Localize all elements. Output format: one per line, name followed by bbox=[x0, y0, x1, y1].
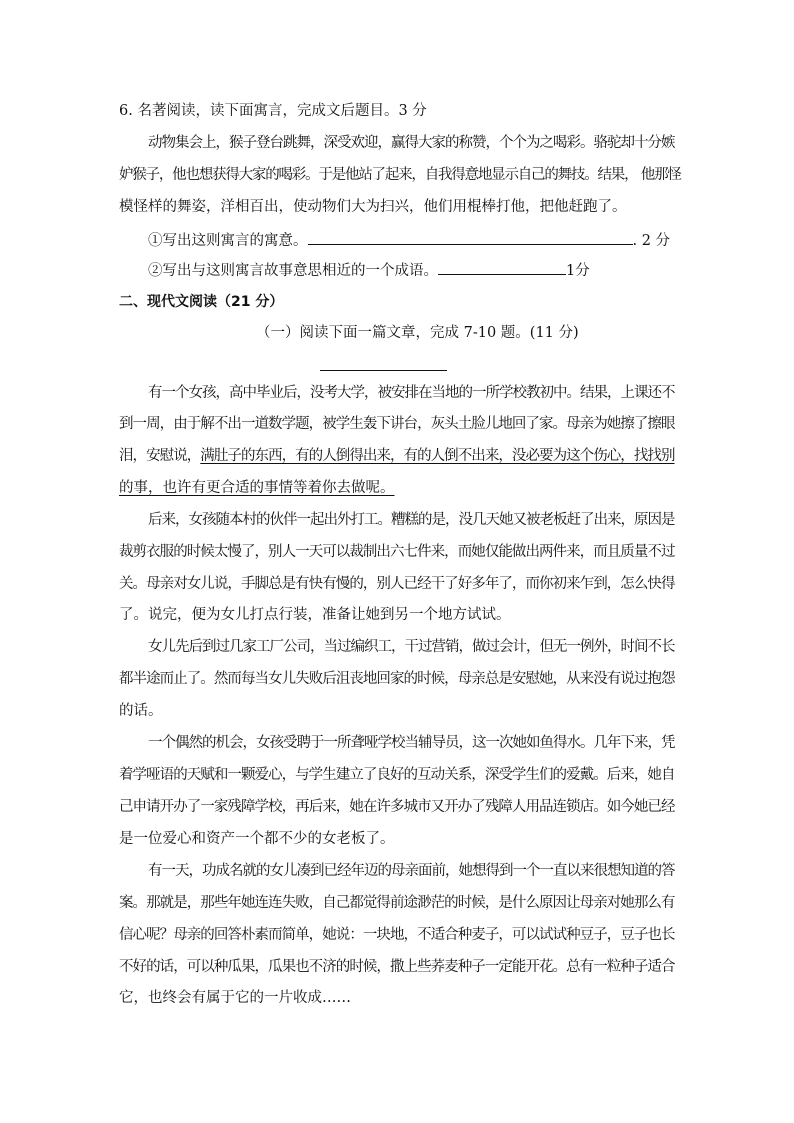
article-p4-line-1: 一个偶然的机会，女孩受聘于一所聋哑学校当辅导员，这一次她如鱼得水。几年下来，凭 bbox=[148, 735, 675, 751]
article-p2-line-2: 裁剪衣服的时候太慢了，别人一天可以裁制出六七件来，而她仅能做出两件来，而且质量不过 bbox=[119, 544, 675, 560]
article-p4-line-3: 己申请开办了一家残障学校，再后来，她在许多城市又开办了残障人用品连锁店。如今她已经 bbox=[119, 799, 675, 815]
article-p5-line-2: 案。那就是，那些年她连连失败，自己都觉得前途渺茫的时候，是什么原因让母亲对她那么有 bbox=[119, 895, 675, 911]
article-p3-line-1: 女儿先后到过几家工厂公司，当过编织工，干过营销，做过会计，但无一例外，时间不长 bbox=[148, 639, 675, 655]
question-6-heading: 6. 名著阅读，读下面寓言，完成文后题目。3 分 bbox=[119, 103, 427, 119]
answer-blank-1[interactable] bbox=[308, 230, 633, 245]
sub-question-2-score: 1分 bbox=[566, 263, 590, 279]
article-p4-line-4: 是一位爱心和资产一个都不少的女老板了。 bbox=[119, 831, 395, 847]
article-p2-line-4: 了。说完，便为女儿打点行装，准备让她到另一个地方试试。 bbox=[119, 607, 511, 623]
part-1-title: （一）阅读下面一篇文章，完成 7-10 题。(11 分) bbox=[256, 325, 579, 341]
article-p2-line-3: 关。母亲对女儿说，手脚总是有快有慢的，别人已经干了好多年了，而你初来乍到，怎么快得 bbox=[119, 576, 675, 592]
fable-line-1: 动物集会上，猴子登台跳舞，深受欢迎，赢得大家的称赞，个个为之喝彩。骆驼却十分嫉 bbox=[148, 135, 675, 151]
article-p1-line-3 bbox=[119, 446, 675, 466]
sub-question-2-prompt: ②写出与这则寓言故事意思相近的一个成语。 bbox=[148, 263, 438, 279]
fable-line-2: 妒猴子，他也想获得大家的喝彩。于是他站了起来，自我得意地显示自己的舞技。结果， 他那怪 bbox=[119, 167, 681, 183]
article-p3-line-3: 的话。 bbox=[119, 703, 163, 719]
sub-question-2 bbox=[148, 260, 590, 281]
article-p4-line-2: 着学哑语的天赋和一颗爱心，与学生建立了良好的互动关系，深受学生们的爱戴。后来，她自 bbox=[119, 767, 675, 783]
article-p1-line-3-text: 泪，安慰说， bbox=[119, 448, 201, 464]
answer-blank-2[interactable] bbox=[438, 260, 566, 275]
article-p5-line-1: 有一天，功成名就的女儿凑到已经年迈的母亲面前，她想得到一个一直以来很想知道的答 bbox=[148, 863, 675, 879]
article-p3-line-2: 都半途而止了。然而每当女儿失败后沮丧地回家的时候，母亲总是安慰她，从来没有说过抱怨 bbox=[119, 671, 675, 687]
article-p5-line-4: 不好的话，可以种瓜果，瓜果也不济的时候，撒上些荞麦种子一定能开花。总有一粒种子适合 bbox=[119, 959, 675, 975]
sub-question-1 bbox=[148, 230, 670, 251]
section-2-title: 二、现代文阅读（21 分） bbox=[119, 294, 284, 310]
sub-question-1-prompt: ①写出这则寓言的寓意。 bbox=[148, 233, 308, 249]
article-p1-line-2: 到一周，由于解不出一道数学题，被学生轰下讲台，灰头土脸儿地回了家。母亲为她擦了擦眼 bbox=[119, 416, 675, 432]
article-p1-line-1: 有一个女孩，高中毕业后，没考大学，被安排在当地的一所学校教初中。结果，上课还不 bbox=[148, 385, 675, 401]
article-p5-line-3: 信心呢？母亲的回答朴素而简单，她说：一块地，不适合种麦子，可以试试种豆子，豆子也长 bbox=[119, 927, 675, 943]
underlined-sentence-part-2: 的事，也许有更合适的事情等着你去做呢。 bbox=[119, 480, 395, 496]
article-title-blank bbox=[320, 370, 447, 371]
fable-line-3: 模怪样的舞姿，洋相百出，使动物们大为扫兴，他们用棍棒打他，把他赶跑了。 bbox=[119, 199, 627, 215]
article-p2-line-1: 后来，女孩随本村的伙伴一起出外打工。糟糕的是，没几天她又被老板赶了出来，原因是 bbox=[148, 512, 675, 528]
sub-question-1-score: . 2 分 bbox=[632, 233, 671, 249]
underlined-sentence-part-1: 满肚子的东西，有的人倒得出来，有的人倒不出来，没必要为这个伤心，找找别 bbox=[200, 448, 675, 464]
article-p5-line-5: 它，也终会有属于它的一片收成…… bbox=[119, 990, 351, 1006]
